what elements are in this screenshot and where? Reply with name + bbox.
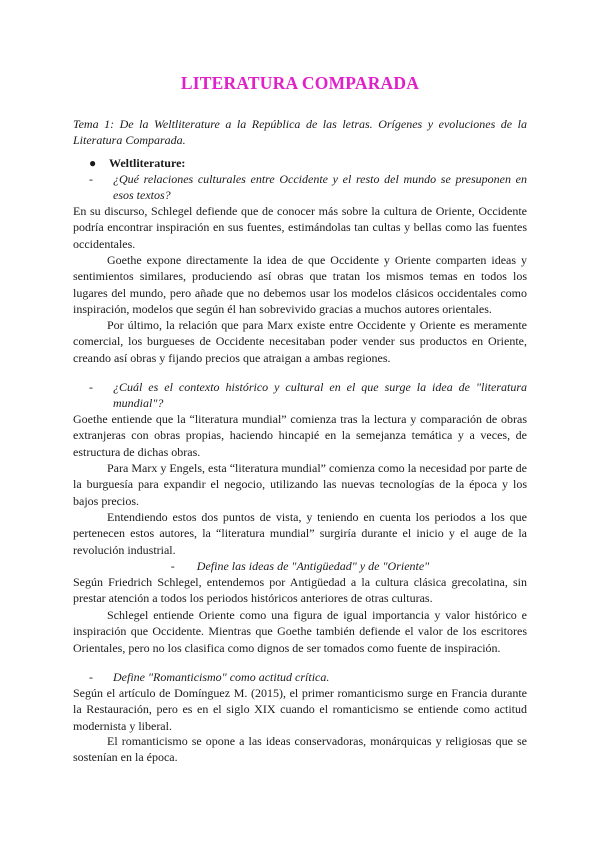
question-4-text: Define "Romanticismo" como actitud crítica. bbox=[113, 670, 330, 684]
paragraph-3-2: Schlegel entiende Oriente como una figura de igual importancia y valor histórico e inspiración que Occidente. Mientras que Goethe también defiende el valor de los escritores Orientales, pero no los clasifica como dignos de ser tomados como fuente de inspiración. bbox=[73, 608, 527, 655]
bullet-icon: ● bbox=[89, 156, 97, 170]
paragraph-3-1: Según Friedrich Schlegel, entendemos por Antigüedad a la cultura clásica grecolatina, sin prestar atención a todos los periodos históricos anteriores de otras culturas. bbox=[73, 575, 527, 606]
dash-marker: - bbox=[170, 559, 175, 573]
paragraph-4-2: El romanticismo se opone a las ideas conservadoras, monárquicas y religiosas que se sostenían en la época. bbox=[73, 734, 527, 765]
section-heading: Weltliterature: bbox=[109, 156, 186, 170]
question-1 bbox=[89, 171, 527, 204]
paragraph-1-3: Por último, la relación que para Marx existe entre Occidente y Oriente es meramente comercial, los burgueses de Occidente necesitaban poder vender sus productos en Oriente, creando así obras y fijando precios que atraigan a ambas regiones. bbox=[73, 318, 527, 365]
paragraph-4-1: Según el artículo de Domínguez M. (2015), el primer romanticismo surge en Francia durante la Restauración, pero es en el siglo XIX cuando el romanticismo se entiende como actitud modernista y liberal. bbox=[73, 686, 527, 733]
question-2-text: ¿Cuál es el contexto histórico y cultural en el que surge la idea de "literatura mundial"? bbox=[113, 380, 527, 411]
topic-subtitle: Tema 1: De la Weltliterature a la República de las letras. Orígenes y evoluciones de la Literatura Comparada. bbox=[73, 117, 527, 148]
dash-marker: - bbox=[89, 380, 93, 394]
question-3-text: Define las ideas de "Antigüedad" y de "Oriente" bbox=[196, 559, 430, 573]
question-1-text: ¿Qué relaciones culturales entre Occidente y el resto del mundo se presuponen en esos textos? bbox=[113, 172, 527, 203]
paragraph-2-3: Entendiendo estos dos puntos de vista, y teniendo en cuenta los periodos a los que pertenecen estos autores, la “literatura mundial” surgiría durante el inicio y el auge de la revolución industrial. bbox=[73, 510, 527, 557]
dash-marker: - bbox=[89, 172, 93, 186]
dash-marker: - bbox=[89, 670, 93, 684]
question-4 bbox=[89, 669, 527, 685]
question-3 bbox=[0, 558, 600, 574]
paragraph-1-1: En su discurso, Schlegel defiende que de conocer más sobre la cultura de Oriente, Occidente podría encontrar inspiración en sus fuentes, estimándolas tan cultas y bellas como las fuentes occidentales. bbox=[73, 204, 527, 251]
paragraph-2-1: Goethe entiende que la “literatura mundial” comienza tras la lectura y comparación de obras extranjeras con obras propias, haciendo hincapié en la semejanza temática y a veces, de estructura de dichas obras. bbox=[73, 412, 527, 459]
section-bullet bbox=[89, 155, 185, 171]
question-2 bbox=[89, 379, 527, 412]
paragraph-1-2: Goethe expone directamente la idea de que Occidente y Oriente comparten ideas y sentimientos similares, produciendo así obras que tratan los mismos temas en todos los lugares del mundo, pero añade que no debemos usar los modelos clásicos occidentales como inspiración, modelos que según él han sobrevivido gracias a muchos autores orientales. bbox=[73, 253, 527, 316]
paragraph-2-2: Para Marx y Engels, esta “literatura mundial” comienza como la necesidad por parte de la burguesía para expandir el negocio, utilizando las nuevas tecnologías de la época y los bajos precios. bbox=[73, 461, 527, 508]
page-title: LITERATURA COMPARADA bbox=[180, 73, 420, 93]
